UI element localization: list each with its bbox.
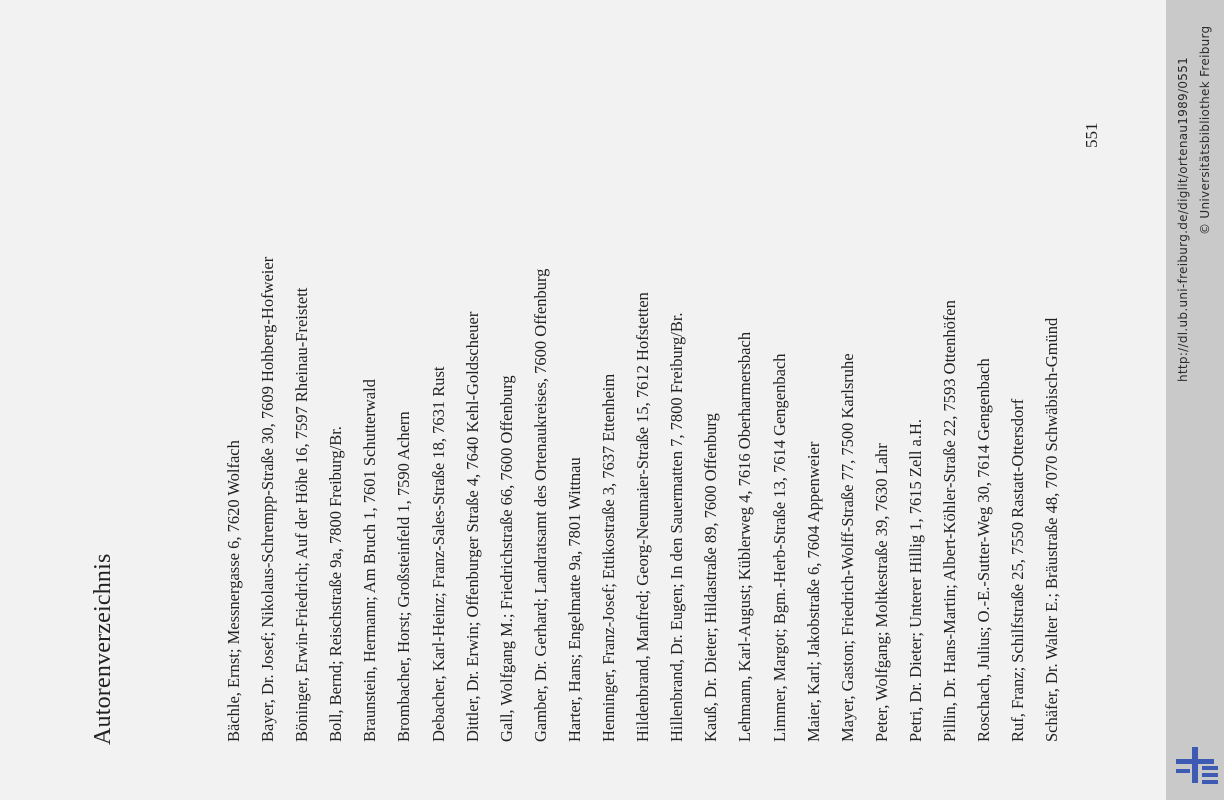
author-entry: Pillin, Dr. Hans-Martin; Albert-Köhler-Straße 22, 7593 Ottenhöfen bbox=[939, 300, 959, 742]
source-url-link[interactable]: http://dl.ub.uni-freiburg.de/diglit/ortenau1989/0551 bbox=[1176, 56, 1190, 382]
author-entry: Harter, Hans; Engelmatte 9a, 7801 Wittnau bbox=[564, 457, 584, 742]
author-entry: Bayer, Dr. Josef; Nikolaus-Schrempp-Straße 30, 7609 Hohberg-Hofweier bbox=[258, 256, 278, 742]
author-entry: Roschach, Julius; O.-E.-Sutter-Weg 30, 7614 Gengenbach bbox=[974, 358, 994, 742]
author-entry: Schäfer, Dr. Walter E.; Bräustraße 48, 7070 Schwäbisch-Gmünd bbox=[1042, 317, 1062, 742]
page-number: 551 bbox=[1082, 122, 1101, 148]
author-entry: Brombacher, Horst; Großsteinfeld 1, 7590 Achern bbox=[394, 411, 414, 742]
author-entry: Peter, Wolfgang; Moltkestraße 39, 7630 Lahr bbox=[871, 443, 891, 742]
author-entry: Gamber, Dr. Gerhard; Landratsamt des Ortenaukreises, 7600 Offenburg bbox=[530, 268, 550, 742]
author-entry: Debacher, Karl-Heinz; Franz-Sales-Straße 18, 7631 Rust bbox=[428, 366, 448, 742]
author-entry: Lehmann, Karl-August; Küblerweg 4, 7616 Oberharmersbach bbox=[735, 331, 755, 742]
author-entry: Hildenbrand, Manfred; Georg-Neumaier-Straße 15, 7612 Hofstetten bbox=[633, 292, 653, 742]
author-entry: Limmer, Margot; Bgm.-Herb-Straße 13, 7614 Gengenbach bbox=[769, 353, 789, 742]
author-entry: Braunstein, Hermann; Am Bruch 1, 7601 Schutterwald bbox=[360, 379, 380, 742]
author-entry: Petri, Dr. Dieter; Unterer Hillig 1, 7615 Zell a.H. bbox=[905, 418, 925, 742]
copyright-text: © Universitätsbibliothek Freiburg bbox=[1198, 25, 1212, 235]
sidebar-text-block bbox=[1166, 0, 1224, 800]
author-entry: Maier, Karl; Jakobstraße 6, 7604 Appenweier bbox=[803, 441, 823, 742]
author-entry: Hillenbrand, Dr. Eugen; In den Sauermatten 7, 7800 Freiburg/Br. bbox=[667, 312, 687, 742]
author-entry: Henninger, Franz-Josef; Ettikostraße 3, 7637 Ettenheim bbox=[599, 373, 619, 742]
viewer-sidebar bbox=[1166, 0, 1224, 800]
author-entry: Bächle, Ernst; Messnergasse 6, 7620 Wolfach bbox=[224, 440, 243, 742]
author-entry: Gall, Wolfgang M.; Friedrichstraße 66, 7600 Offenburg bbox=[496, 375, 516, 742]
author-entry: Böninger, Erwin-Friedrich; Auf der Höhe 16, 7597 Rheinau-Freistett bbox=[292, 287, 312, 742]
author-entry: Boll, Bernd; Reischstraße 9a, 7800 Freiburg/Br. bbox=[326, 426, 346, 742]
author-entry: Kauß, Dr. Dieter; Hildastraße 89, 7600 Offenburg bbox=[701, 413, 721, 742]
author-entry: Mayer, Gaston; Friedrich-Wolff-Straße 77, 7500 Karlsruhe bbox=[837, 353, 857, 742]
page-title: Autorenverzeichnis bbox=[90, 553, 116, 745]
author-list bbox=[222, 2, 1064, 742]
author-entry: Ruf, Franz; Schilfstraße 25, 7550 Rastatt-Ottersdorf bbox=[1008, 398, 1028, 742]
author-entry: Dittler, Dr. Erwin; Offenburger Straße 4, 7640 Kehl-Goldscheuer bbox=[462, 311, 482, 742]
ub-freiburg-logo-icon bbox=[1176, 745, 1218, 785]
